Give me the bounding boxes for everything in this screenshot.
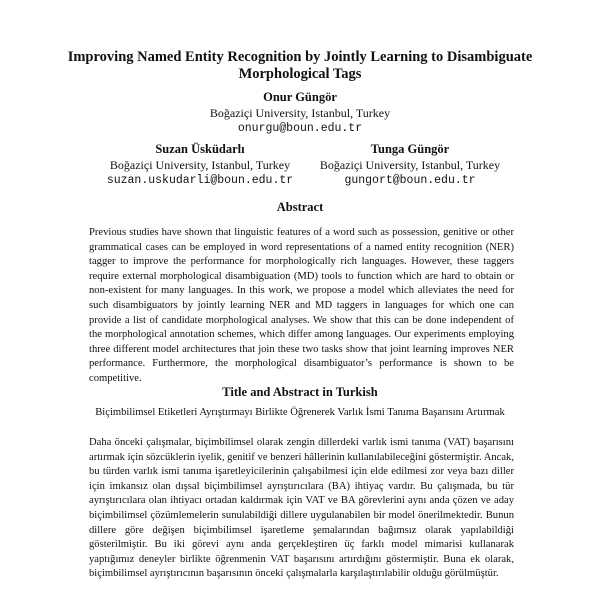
author-email: onurgu@boun.edu.tr [237, 122, 363, 135]
abstract-text: Previous studies have shown that linguistic features of a word such as possession, genitive or other grammatical cases can be employed in word representations of a named entity recognition (NER) tagger to improve the performance for morphologically rich languages. However, these taggers require external morphological disambiguation (MD) tools to function which are hard to obtain or non-existent for many languages. In this work, we propose a model which alleviates the need for such disambiguators by jointly learning NER and MD taggers in languages for which one can provide a list of candidate morphological analyses. We show that this can be done independent of the morphological annotation schemes, which differ among languages. Our experiments employing three different model architectures that join these two tasks show that joint learning improves NER performance. Furthermore, the morphological disambiguator’s performance is shown to be competitive. [89, 227, 514, 384]
turkish-title: Biçimbilimsel Etiketleri Ayrıştırmayı Birlikte Öğrenerek Varlık İsmi Tanıma Başarısını Artırmak [95, 407, 505, 418]
abstract-heading: Abstract [276, 200, 324, 214]
author-name: Onur Güngör [263, 90, 337, 104]
author-email: suzan.uskudarli@boun.edu.tr [106, 174, 294, 187]
author-name: Tunga Güngör [370, 142, 450, 156]
author-name: Suzan Üsküdarlı [155, 142, 245, 156]
author-block [150, 89, 450, 137]
author-block [80, 141, 320, 189]
author-affiliation: Boğaziçi University, Istanbul, Turkey [209, 106, 391, 120]
paper-title: Improving Named Entity Recognition by Jointly Learning to Disambiguate Morphological Tags [67, 49, 533, 82]
author-affiliation: Boğaziçi University, Istanbul, Turkey [319, 158, 501, 172]
author-affiliation: Boğaziçi University, Istanbul, Turkey [109, 158, 291, 172]
author-email: gungort@boun.edu.tr [344, 174, 476, 187]
turkish-section-heading: Title and Abstract in Turkish [222, 385, 378, 399]
author-block [290, 141, 530, 189]
turkish-abstract-text: Daha önceki çalışmalar, biçimbilimsel olarak zengin dillerdeki varlık ismi tanıma (VAT) başarısını artırmak için sözcüklerin iyelik, genitif ve benzeri hâllerinin kullanılabileceğini göstermiştir. Ancak, bu türden varlık ismi tanıma işaretleyicilerinin çalışabilmesi için elde edilmesi zor veya bazı diller için imkansız olan dışsal biçimbilimsel ayrıştırıcılara (BA) ihtiyaç vardır. Bu çalışmada, bu tür ayrıştırıcılara olan ihtiyacı ortadan kaldırmak için VAT ve BA görevlerini aynı anda çözen ve aday biçimbilimsel çözümlemelerin sunulabildiği dillere uygulanabilen bir model önerilmektedir. Bunun dillere göre değişen biçimbilimsel işaretleme şemalarından bağımsız olarak yapılabildiği gösterilmiştir. Bu iki görevi aynı anda gerçekleştiren üç farklı model mimarisi kullanarak yaptığımız deneyler birlikte öğrenmenin VAT başarısını artırdığını göstermiştir. Buna ek olarak, biçimbilimsel ayrıştırıcının başarısının önceki çalışmalarla karşılaştırılabilir olduğu görülmüştür. [89, 437, 514, 580]
